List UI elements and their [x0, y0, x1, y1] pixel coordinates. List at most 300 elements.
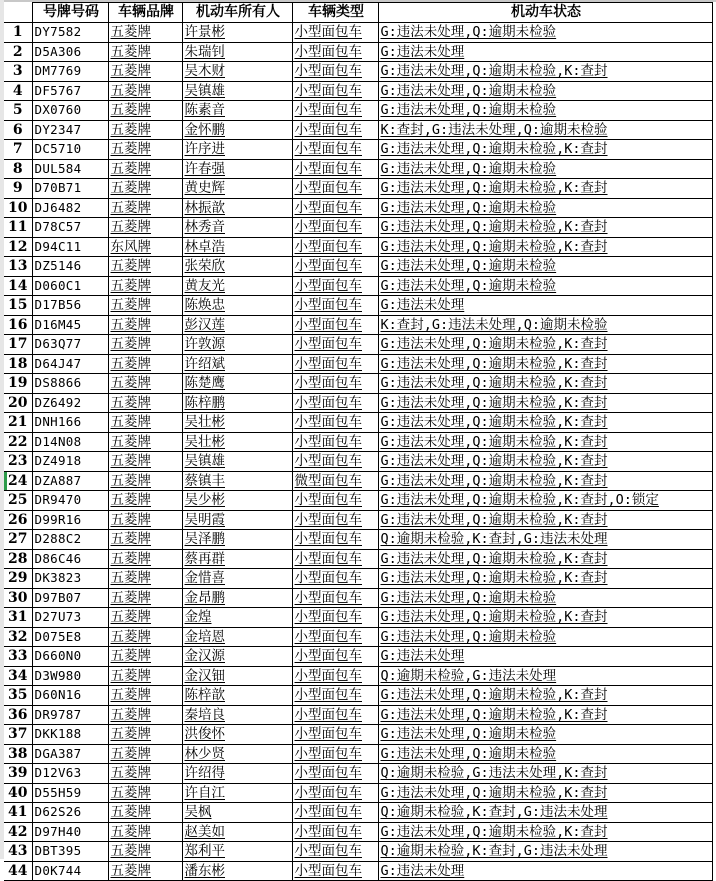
cell-vehicle-owner[interactable] [182, 725, 292, 745]
row-number[interactable]: 40 [4, 783, 32, 803]
type-text: 小型面包车 [294, 258, 362, 274]
cell-vehicle-type[interactable] [292, 179, 378, 199]
status-text: G:违法未处理,Q:逾期未检验 [380, 102, 557, 118]
table-row [4, 608, 712, 628]
cell-plate-number[interactable]: D075E8 [32, 627, 108, 647]
cell-vehicle-owner[interactable] [182, 354, 292, 374]
table-row [4, 237, 712, 257]
cell-vehicle-brand[interactable] [108, 666, 182, 686]
cell-vehicle-owner[interactable] [182, 822, 292, 842]
row-number[interactable]: 25 [4, 491, 32, 511]
cell-vehicle-brand[interactable] [108, 237, 182, 257]
cell-vehicle-status[interactable] [378, 101, 712, 121]
cell-plate-number[interactable]: D660N0 [32, 647, 108, 667]
cell-vehicle-type[interactable] [292, 296, 378, 316]
cell-vehicle-type[interactable] [292, 783, 378, 803]
cell-vehicle-status[interactable] [378, 705, 712, 725]
row-number[interactable]: 26 [4, 510, 32, 530]
cell-vehicle-brand[interactable] [108, 822, 182, 842]
cell-vehicle-status[interactable] [378, 120, 712, 140]
cell-plate-number[interactable]: DGA387 [32, 744, 108, 764]
owner-text: 金培恩 [184, 628, 225, 645]
status-text: G:违法未处理,Q:逾期未检验,K:查封 [380, 433, 608, 450]
cell-vehicle-brand[interactable] [108, 608, 182, 628]
cell-vehicle-owner[interactable] [182, 588, 292, 608]
cell-plate-number[interactable]: D55H59 [32, 783, 108, 803]
row-number[interactable]: 42 [4, 822, 32, 842]
cell-vehicle-status[interactable] [378, 374, 712, 394]
cell-vehicle-type[interactable] [292, 803, 378, 823]
cell-vehicle-type[interactable] [292, 237, 378, 257]
cell-plate-number[interactable]: D99R16 [32, 510, 108, 530]
cell-vehicle-brand[interactable] [108, 81, 182, 101]
cell-plate-number[interactable]: D70B71 [32, 179, 108, 199]
cell-vehicle-type[interactable] [292, 354, 378, 374]
cell-plate-number[interactable]: DM7769 [32, 62, 108, 82]
cell-vehicle-owner[interactable] [182, 374, 292, 394]
cell-vehicle-status[interactable] [378, 842, 712, 862]
cell-vehicle-brand[interactable] [108, 120, 182, 140]
cell-vehicle-status[interactable] [378, 452, 712, 472]
row-number[interactable]: 17 [4, 335, 32, 355]
type-text: 小型面包车 [294, 511, 362, 528]
cell-vehicle-owner[interactable] [182, 237, 292, 257]
cell-vehicle-status[interactable] [378, 218, 712, 238]
cell-vehicle-type[interactable] [292, 276, 378, 296]
cell-vehicle-status[interactable] [378, 666, 712, 686]
cell-vehicle-type[interactable] [292, 315, 378, 335]
cell-vehicle-type[interactable] [292, 198, 378, 218]
cell-vehicle-owner[interactable] [182, 764, 292, 784]
row-number[interactable]: 39 [4, 764, 32, 784]
header-plate-number[interactable]: 号牌号码 [32, 3, 108, 23]
header-vehicle-status[interactable]: 机动车状态 [378, 3, 712, 23]
cell-vehicle-owner[interactable] [182, 647, 292, 667]
row-number[interactable]: 4 [4, 81, 32, 101]
owner-text: 林少贤 [184, 745, 225, 762]
cell-vehicle-brand[interactable] [108, 413, 182, 433]
cell-vehicle-brand[interactable] [108, 861, 182, 881]
cell-vehicle-type[interactable] [292, 744, 378, 764]
cell-plate-number[interactable]: D27U73 [32, 608, 108, 628]
owner-text: 陈素音 [184, 102, 225, 118]
cell-plate-number[interactable]: DZ6492 [32, 393, 108, 413]
owner-text: 秦培良 [184, 706, 225, 723]
cell-vehicle-status[interactable] [378, 276, 712, 296]
cell-vehicle-owner[interactable] [182, 861, 292, 881]
cell-vehicle-brand[interactable] [108, 744, 182, 764]
cell-vehicle-type[interactable] [292, 627, 378, 647]
cell-vehicle-type[interactable] [292, 530, 378, 550]
cell-vehicle-status[interactable] [378, 803, 712, 823]
cell-vehicle-status[interactable] [378, 530, 712, 550]
cell-vehicle-status[interactable] [378, 140, 712, 160]
cell-vehicle-owner[interactable] [182, 549, 292, 569]
cell-plate-number[interactable]: DZ5146 [32, 257, 108, 277]
cell-plate-number[interactable]: D64J47 [32, 354, 108, 374]
cell-vehicle-owner[interactable] [182, 140, 292, 160]
cell-vehicle-brand[interactable] [108, 179, 182, 199]
cell-plate-number[interactable]: D12V63 [32, 764, 108, 784]
cell-plate-number[interactable]: D62S26 [32, 803, 108, 823]
cell-vehicle-owner[interactable] [182, 432, 292, 452]
brand-text: 五菱牌 [110, 745, 151, 762]
cell-vehicle-type[interactable] [292, 471, 378, 491]
cell-vehicle-brand[interactable] [108, 296, 182, 316]
cell-vehicle-brand[interactable] [108, 803, 182, 823]
header-vehicle-brand[interactable]: 车辆品牌 [108, 3, 182, 23]
header-vehicle-type[interactable]: 车辆类型 [292, 3, 378, 23]
cell-vehicle-owner[interactable] [182, 198, 292, 218]
row-number[interactable]: 44 [4, 861, 32, 881]
type-text: 小型面包车 [294, 745, 362, 762]
row-number[interactable]: 41 [4, 803, 32, 823]
cell-vehicle-status[interactable] [378, 471, 712, 491]
cell-vehicle-type[interactable] [292, 861, 378, 881]
cell-vehicle-brand[interactable] [108, 335, 182, 355]
row-number[interactable]: 10 [4, 198, 32, 218]
row-number[interactable]: 43 [4, 842, 32, 862]
table-row [4, 140, 712, 160]
cell-plate-number[interactable]: DZA887 [32, 471, 108, 491]
cell-vehicle-type[interactable] [292, 549, 378, 569]
cell-vehicle-status[interactable] [378, 23, 712, 43]
cell-vehicle-brand[interactable] [108, 725, 182, 745]
cell-vehicle-status[interactable] [378, 510, 712, 530]
brand-text: 五菱牌 [110, 492, 151, 508]
cell-vehicle-type[interactable] [292, 764, 378, 784]
cell-vehicle-brand[interactable] [108, 140, 182, 160]
cell-plate-number[interactable]: DY2347 [32, 120, 108, 140]
cell-plate-number[interactable]: D94C11 [32, 237, 108, 257]
cell-plate-number[interactable]: D14N08 [32, 432, 108, 452]
row-number[interactable]: 1 [4, 23, 32, 43]
cell-vehicle-type[interactable] [292, 159, 378, 179]
cell-vehicle-owner[interactable] [182, 315, 292, 335]
cell-vehicle-status[interactable] [378, 725, 712, 745]
cell-vehicle-owner[interactable] [182, 42, 292, 62]
cell-vehicle-type[interactable] [292, 608, 378, 628]
cell-vehicle-status[interactable] [378, 744, 712, 764]
cell-plate-number[interactable]: DS8866 [32, 374, 108, 394]
cell-vehicle-type[interactable] [292, 569, 378, 589]
row-number[interactable]: 9 [4, 179, 32, 199]
cell-vehicle-brand[interactable] [108, 42, 182, 62]
cell-plate-number[interactable]: D97H40 [32, 822, 108, 842]
cell-vehicle-type[interactable] [292, 335, 378, 355]
cell-vehicle-type[interactable] [292, 452, 378, 472]
owner-text: 吴明霞 [184, 511, 225, 528]
cell-vehicle-brand[interactable] [108, 257, 182, 277]
cell-plate-number[interactable]: DNH166 [32, 413, 108, 433]
cell-vehicle-status[interactable] [378, 413, 712, 433]
cell-vehicle-brand[interactable] [108, 452, 182, 472]
row-number[interactable]: 2 [4, 42, 32, 62]
cell-vehicle-owner[interactable] [182, 452, 292, 472]
cell-vehicle-status[interactable] [378, 354, 712, 374]
cell-vehicle-owner[interactable] [182, 686, 292, 706]
status-text: G:违法未处理,Q:逾期未检验,K:查封 [380, 336, 608, 352]
cell-vehicle-type[interactable] [292, 140, 378, 160]
cell-vehicle-type[interactable] [292, 666, 378, 686]
cell-vehicle-brand[interactable] [108, 764, 182, 784]
cell-vehicle-owner[interactable] [182, 471, 292, 491]
cell-vehicle-brand[interactable] [108, 686, 182, 706]
cell-vehicle-brand[interactable] [108, 549, 182, 569]
cell-vehicle-status[interactable] [378, 159, 712, 179]
row-number[interactable]: 36 [4, 705, 32, 725]
cell-vehicle-brand[interactable] [108, 530, 182, 550]
cell-vehicle-type[interactable] [292, 705, 378, 725]
row-number[interactable]: 27 [4, 530, 32, 550]
cell-vehicle-type[interactable] [292, 257, 378, 277]
row-number[interactable]: 30 [4, 588, 32, 608]
cell-vehicle-owner[interactable] [182, 705, 292, 725]
row-number[interactable]: 35 [4, 686, 32, 706]
cell-vehicle-owner[interactable] [182, 81, 292, 101]
cell-vehicle-owner[interactable] [182, 218, 292, 238]
cell-plate-number[interactable]: D3W980 [32, 666, 108, 686]
cell-vehicle-owner[interactable] [182, 569, 292, 589]
cell-vehicle-status[interactable] [378, 335, 712, 355]
cell-vehicle-brand[interactable] [108, 159, 182, 179]
row-number[interactable]: 24 [4, 471, 32, 491]
row-number[interactable]: 28 [4, 549, 32, 569]
cell-vehicle-type[interactable] [292, 23, 378, 43]
cell-vehicle-status[interactable] [378, 393, 712, 413]
cell-vehicle-status[interactable] [378, 237, 712, 257]
cell-plate-number[interactable]: D288C2 [32, 530, 108, 550]
row-number[interactable]: 13 [4, 257, 32, 277]
cell-vehicle-owner[interactable] [182, 393, 292, 413]
table-row [4, 296, 712, 316]
row-number[interactable]: 7 [4, 140, 32, 160]
cell-vehicle-status[interactable] [378, 491, 712, 511]
cell-vehicle-brand[interactable] [108, 432, 182, 452]
cell-vehicle-owner[interactable] [182, 335, 292, 355]
cell-plate-number[interactable]: DBT395 [32, 842, 108, 862]
owner-text: 陈梓鹏 [184, 394, 225, 411]
cell-vehicle-status[interactable] [378, 198, 712, 218]
cell-vehicle-brand[interactable] [108, 510, 182, 530]
cell-vehicle-owner[interactable] [182, 120, 292, 140]
cell-vehicle-brand[interactable] [108, 218, 182, 238]
cell-plate-number[interactable]: DZ4918 [32, 452, 108, 472]
cell-vehicle-type[interactable] [292, 647, 378, 667]
cell-vehicle-type[interactable] [292, 218, 378, 238]
cell-vehicle-owner[interactable] [182, 413, 292, 433]
row-number[interactable]: 14 [4, 276, 32, 296]
cell-vehicle-type[interactable] [292, 120, 378, 140]
cell-vehicle-status[interactable] [378, 569, 712, 589]
row-number[interactable]: 18 [4, 354, 32, 374]
cell-vehicle-owner[interactable] [182, 530, 292, 550]
cell-vehicle-owner[interactable] [182, 179, 292, 199]
row-number[interactable]: 31 [4, 608, 32, 628]
cell-plate-number[interactable]: DUL584 [32, 159, 108, 179]
status-text: G:违法未处理,Q:逾期未检验,K:查封 [380, 394, 608, 411]
cell-vehicle-brand[interactable] [108, 569, 182, 589]
cell-vehicle-brand[interactable] [108, 471, 182, 491]
cell-plate-number[interactable]: D60N16 [32, 686, 108, 706]
row-number[interactable]: 29 [4, 569, 32, 589]
cell-vehicle-owner[interactable] [182, 608, 292, 628]
cell-plate-number[interactable]: D97B07 [32, 588, 108, 608]
row-number[interactable]: 22 [4, 432, 32, 452]
cell-vehicle-owner[interactable] [182, 510, 292, 530]
status-text: Q:逾期未检验,K:查封,G:违法未处理 [380, 843, 608, 859]
cell-vehicle-brand[interactable] [108, 198, 182, 218]
row-number[interactable]: 32 [4, 627, 32, 647]
cell-vehicle-type[interactable] [292, 101, 378, 121]
cell-vehicle-brand[interactable] [108, 62, 182, 82]
cell-vehicle-owner[interactable] [182, 159, 292, 179]
cell-vehicle-status[interactable] [378, 764, 712, 784]
cell-vehicle-status[interactable] [378, 42, 712, 62]
cell-vehicle-status[interactable] [378, 627, 712, 647]
cell-vehicle-status[interactable] [378, 296, 712, 316]
cell-plate-number[interactable]: D86C46 [32, 549, 108, 569]
cell-vehicle-type[interactable] [292, 686, 378, 706]
cell-vehicle-status[interactable] [378, 783, 712, 803]
row-number[interactable]: 20 [4, 393, 32, 413]
cell-vehicle-owner[interactable] [182, 276, 292, 296]
cell-plate-number[interactable]: DC5710 [32, 140, 108, 160]
cell-vehicle-type[interactable] [292, 491, 378, 511]
cell-plate-number[interactable]: DX0760 [32, 101, 108, 121]
cell-plate-number[interactable]: D78C57 [32, 218, 108, 238]
cell-vehicle-type[interactable] [292, 81, 378, 101]
cell-vehicle-status[interactable] [378, 861, 712, 881]
cell-vehicle-type[interactable] [292, 62, 378, 82]
row-number[interactable]: 33 [4, 647, 32, 667]
cell-vehicle-status[interactable] [378, 822, 712, 842]
cell-plate-number[interactable]: DY7582 [32, 23, 108, 43]
cell-vehicle-brand[interactable] [108, 647, 182, 667]
corner-cell[interactable] [4, 3, 32, 23]
cell-vehicle-type[interactable] [292, 822, 378, 842]
cell-vehicle-brand[interactable] [108, 374, 182, 394]
cell-plate-number[interactable]: D5A306 [32, 42, 108, 62]
cell-plate-number[interactable]: D63Q77 [32, 335, 108, 355]
cell-vehicle-brand[interactable] [108, 315, 182, 335]
cell-plate-number[interactable]: D0K744 [32, 861, 108, 881]
cell-vehicle-owner[interactable] [182, 101, 292, 121]
cell-vehicle-owner[interactable] [182, 296, 292, 316]
cell-vehicle-brand[interactable] [108, 627, 182, 647]
status-text: G:违法未处理,Q:逾期未检验,K:查封 [380, 63, 608, 79]
cell-vehicle-type[interactable] [292, 588, 378, 608]
row-number[interactable]: 19 [4, 374, 32, 394]
row-number[interactable]: 5 [4, 101, 32, 121]
cell-vehicle-status[interactable] [378, 257, 712, 277]
cell-plate-number[interactable]: DR9470 [32, 491, 108, 511]
cell-plate-number[interactable]: D16M45 [32, 315, 108, 335]
cell-vehicle-status[interactable] [378, 81, 712, 101]
cell-vehicle-status[interactable] [378, 62, 712, 82]
cell-vehicle-status[interactable] [378, 432, 712, 452]
cell-vehicle-type[interactable] [292, 42, 378, 62]
table-row [4, 62, 712, 82]
cell-vehicle-type[interactable] [292, 432, 378, 452]
row-number[interactable]: 38 [4, 744, 32, 764]
type-text: 小型面包车 [294, 43, 362, 60]
row-number[interactable]: 6 [4, 120, 32, 140]
status-text: G:违法未处理,Q:逾期未检验,K:查封,O:锁定 [380, 492, 659, 508]
cell-vehicle-owner[interactable] [182, 666, 292, 686]
row-number[interactable]: 34 [4, 666, 32, 686]
row-number[interactable]: 23 [4, 452, 32, 472]
cell-vehicle-status[interactable] [378, 179, 712, 199]
cell-vehicle-owner[interactable] [182, 627, 292, 647]
type-text: 小型面包车 [294, 609, 362, 625]
row-number[interactable]: 15 [4, 296, 32, 316]
cell-vehicle-owner[interactable] [182, 491, 292, 511]
row-number[interactable]: 3 [4, 62, 32, 82]
cell-vehicle-brand[interactable] [108, 354, 182, 374]
cell-vehicle-status[interactable] [378, 315, 712, 335]
cell-vehicle-owner[interactable] [182, 257, 292, 277]
cell-vehicle-brand[interactable] [108, 783, 182, 803]
cell-vehicle-owner[interactable] [182, 744, 292, 764]
cell-vehicle-type[interactable] [292, 374, 378, 394]
brand-text: 五菱牌 [110, 102, 151, 118]
row-number[interactable]: 12 [4, 237, 32, 257]
cell-vehicle-type[interactable] [292, 393, 378, 413]
cell-vehicle-brand[interactable] [108, 588, 182, 608]
cell-vehicle-brand[interactable] [108, 705, 182, 725]
cell-plate-number[interactable]: DR9787 [32, 705, 108, 725]
cell-vehicle-type[interactable] [292, 510, 378, 530]
cell-vehicle-brand[interactable] [108, 491, 182, 511]
cell-vehicle-owner[interactable] [182, 783, 292, 803]
cell-vehicle-status[interactable] [378, 686, 712, 706]
cell-plate-number[interactable]: DF5767 [32, 81, 108, 101]
cell-plate-number[interactable]: DJ6482 [32, 198, 108, 218]
cell-vehicle-brand[interactable] [108, 276, 182, 296]
cell-vehicle-type[interactable] [292, 413, 378, 433]
cell-vehicle-status[interactable] [378, 588, 712, 608]
table-row [4, 764, 712, 784]
cell-vehicle-owner[interactable] [182, 23, 292, 43]
cell-vehicle-status[interactable] [378, 647, 712, 667]
cell-plate-number[interactable]: DK3823 [32, 569, 108, 589]
cell-vehicle-brand[interactable] [108, 101, 182, 121]
header-vehicle-owner[interactable]: 机动车所有人 [182, 3, 292, 23]
row-number[interactable]: 16 [4, 315, 32, 335]
row-number[interactable]: 11 [4, 218, 32, 238]
status-text: G:违法未处理,Q:逾期未检验,K:查封 [380, 687, 608, 703]
cell-vehicle-type[interactable] [292, 842, 378, 862]
cell-vehicle-owner[interactable] [182, 62, 292, 82]
cell-vehicle-brand[interactable] [108, 23, 182, 43]
cell-vehicle-status[interactable] [378, 549, 712, 569]
row-number[interactable]: 8 [4, 159, 32, 179]
brand-text: 五菱牌 [110, 199, 151, 216]
cell-plate-number[interactable]: DKK188 [32, 725, 108, 745]
row-number[interactable]: 37 [4, 725, 32, 745]
cell-vehicle-brand[interactable] [108, 393, 182, 413]
cell-vehicle-type[interactable] [292, 725, 378, 745]
cell-vehicle-status[interactable] [378, 608, 712, 628]
cell-vehicle-owner[interactable] [182, 803, 292, 823]
row-number[interactable]: 21 [4, 413, 32, 433]
cell-plate-number[interactable]: D17B56 [32, 296, 108, 316]
owner-text: 许绍得 [184, 765, 225, 781]
cell-vehicle-owner[interactable] [182, 842, 292, 862]
cell-plate-number[interactable]: D060C1 [32, 276, 108, 296]
cell-vehicle-brand[interactable] [108, 842, 182, 862]
